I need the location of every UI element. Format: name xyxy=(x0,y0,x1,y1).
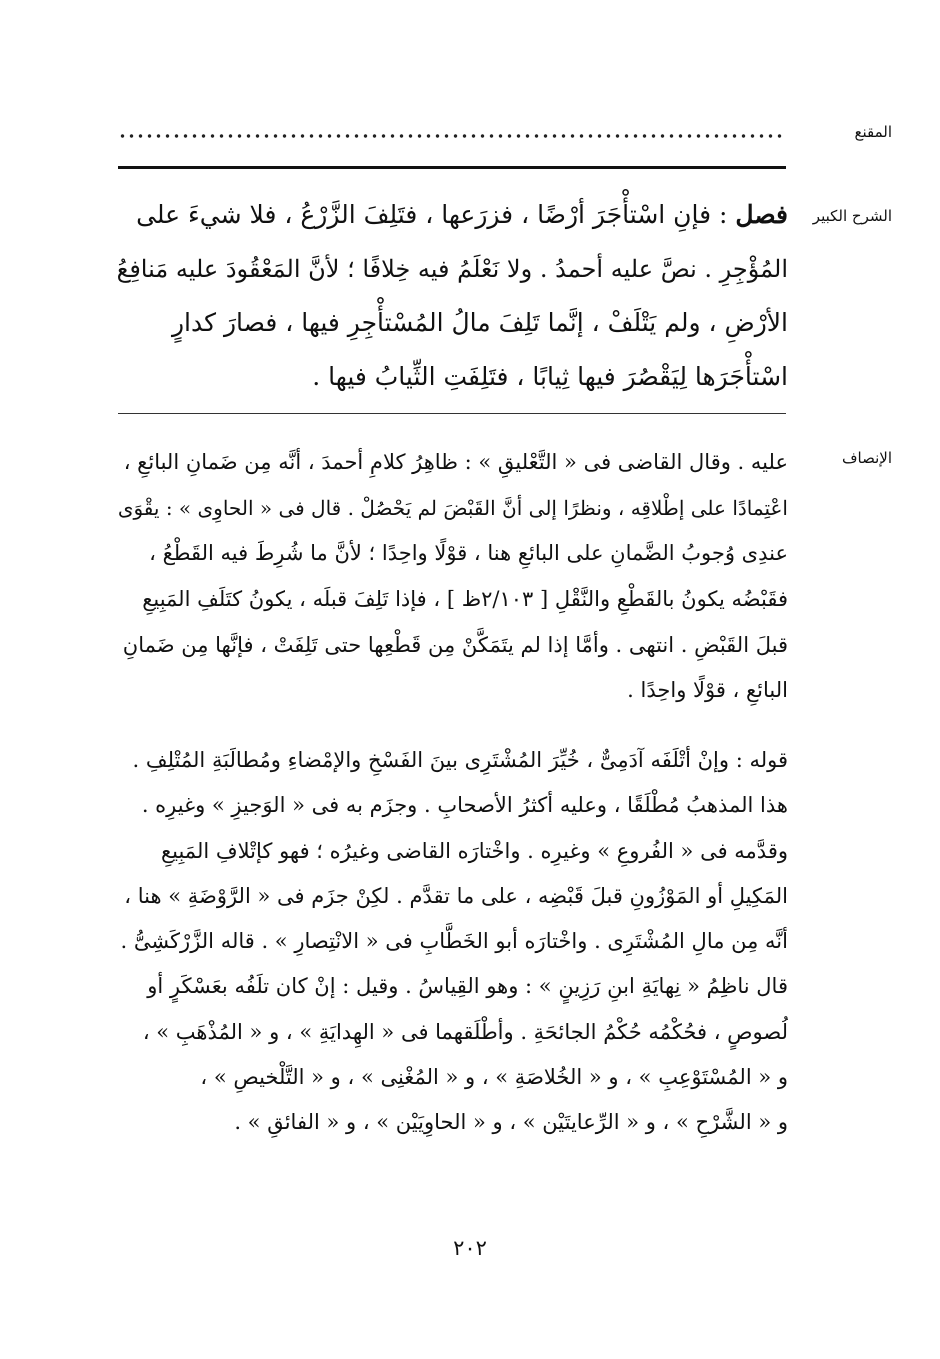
page-number: ٢٠٢ xyxy=(453,1236,487,1260)
qawl-line: و « المُسْتَوْعِبِ » ، و « الخُلاصَةِ » ، و « المُغْنِى » ، و « التَّلْخيصِ » ، xyxy=(200,1065,788,1090)
sharh-line: اسْتأْجَرَها لِيَقْصُرَ فيها ثِيابًا ، فتَلِفَتِ الثِّيابُ فيها . xyxy=(312,362,788,391)
sharh-line-text: : فإنِ اسْتأْجَرَ أرْضًا ، فزرَعها ، فتَلِفَ الزَّرْعُ ، فلا شيءَ على xyxy=(136,200,728,229)
insaf-label: الإنصاف xyxy=(841,449,892,467)
qawl-line: هذا المذهبُ مُطْلَقًا ، وعليه أكثرُ الأصحابِ . وجزَم به فى « الوَجيزِ » وغيرِه . xyxy=(141,793,788,818)
sharh-text-block xyxy=(116,188,788,404)
qawl-line: المَكِيلِ أو المَوْزُونِ قبلَ قَبْضِه ، على ما تقدَّم . لكِنْ جزَم فى « الرَّوْضَةِ » هنا ، xyxy=(124,883,788,908)
qawl-line: لُصوصٍ ، فحُكْمُه حُكْمُ الجائحَةِ . وأطْلَقهما فى « الهِدايَةِ » ، و « المُذْهَبِ » ، xyxy=(142,1019,788,1044)
sharh-line xyxy=(116,188,788,242)
sharh-line: المُؤْجِرِ . نصَّ عليه أحمدُ . ولا نَعْلَمُ فيه خِلافًا ؛ لأنَّ المَعْقُودَ عليه مَنافِعُ xyxy=(116,255,788,283)
qawl-line: و « الشَّرْحِ » ، و « الرِّعايتَيْن » ، و « الحاوِيَيْن » ، و « الفائقِ » . xyxy=(234,1110,788,1135)
insaf-line: قبلَ القَبْضِ . انتهى . وأمَّا إذا لم يتَمَكَّنْ مِن قَطْعِها حتى تَلِفَتْ ، فإنَّها مِن ضَمانِ xyxy=(122,632,788,657)
book-label: المقنع xyxy=(854,123,892,141)
qawl-line: أنَّه مِن مالِ المُشْتَرِى . واخْتارَه أبو الخَطَّابِ فى « الانْتِصارِ » . قاله الزَّرْكَشِىُّ . xyxy=(120,929,788,954)
insaf-line: فقَبْضُه يكونُ بالقَطْعِ والنَّقْلِ [ ٢/١٠٣ظ ] ، فإذا تَلِفَ قبلَه ، يكونُ كتَلَفِ المَبِيعِ xyxy=(142,587,788,612)
qawl-line: وقدَّمه فى « الفُروعِ » وغيرِه . واخْتارَه القاضى وغيرُه ؛ فهو كإتْلافِ المَبِيعِ xyxy=(160,838,788,863)
qawl-line: قوله : وإنْ أتْلَفَه آدَمِىٌّ ، خُيِّرَ المُشْتَرِى بينَ الفَسْخِ والإمْضاءِ ومُطالَبَةِ المُتْلِفِ . xyxy=(132,748,788,772)
sharh-line: الأرْضِ ، ولم يَتْلَفْ ، إنَّما تَلِفَ مالُ المُسْتأْجِرِ فيها ، فصارَ كدارٍ xyxy=(171,308,788,337)
insaf-line: عندِى وُجوبُ الضَّمانِ على البائعِ هنا ، قوْلًا واحِدًا ؛ لأنَّ ما شُرِطَ فيه القَطْعُ ، xyxy=(149,541,788,566)
insaf-line: عليه . وقال القاضى فى « التَّعْليقِ » : ظاهِرُ كلامِ أحمدَ ، أنَّه مِن ضَمانِ البائعِ ، xyxy=(123,450,788,474)
qawl-line: قال ناظِمُ « نِهايَةِ ابنِ رَزِينٍ » : وهو القِياسُ . وقيل : إنْ كان تلَفُه بعَسْكَرٍ أو xyxy=(147,974,788,999)
insaf-text-block xyxy=(116,440,788,714)
sharh-heading: فصل xyxy=(735,200,788,229)
section-divider xyxy=(118,413,786,414)
qawl-text-block xyxy=(116,738,788,1146)
insaf-line: البائعِ ، قوْلًا واحِدًا . xyxy=(627,678,788,703)
thick-separator xyxy=(118,166,786,169)
insaf-line: اعْتِمادًا على إطْلاقِه ، ونظرًا إلى أنَّ القَبْضَ لم يَحْصُلْ . قال فى « الحاوِى » : يقْوَى xyxy=(117,495,788,520)
dotted-separator xyxy=(118,133,786,139)
sharh-label: الشرح الكبير xyxy=(812,207,892,225)
